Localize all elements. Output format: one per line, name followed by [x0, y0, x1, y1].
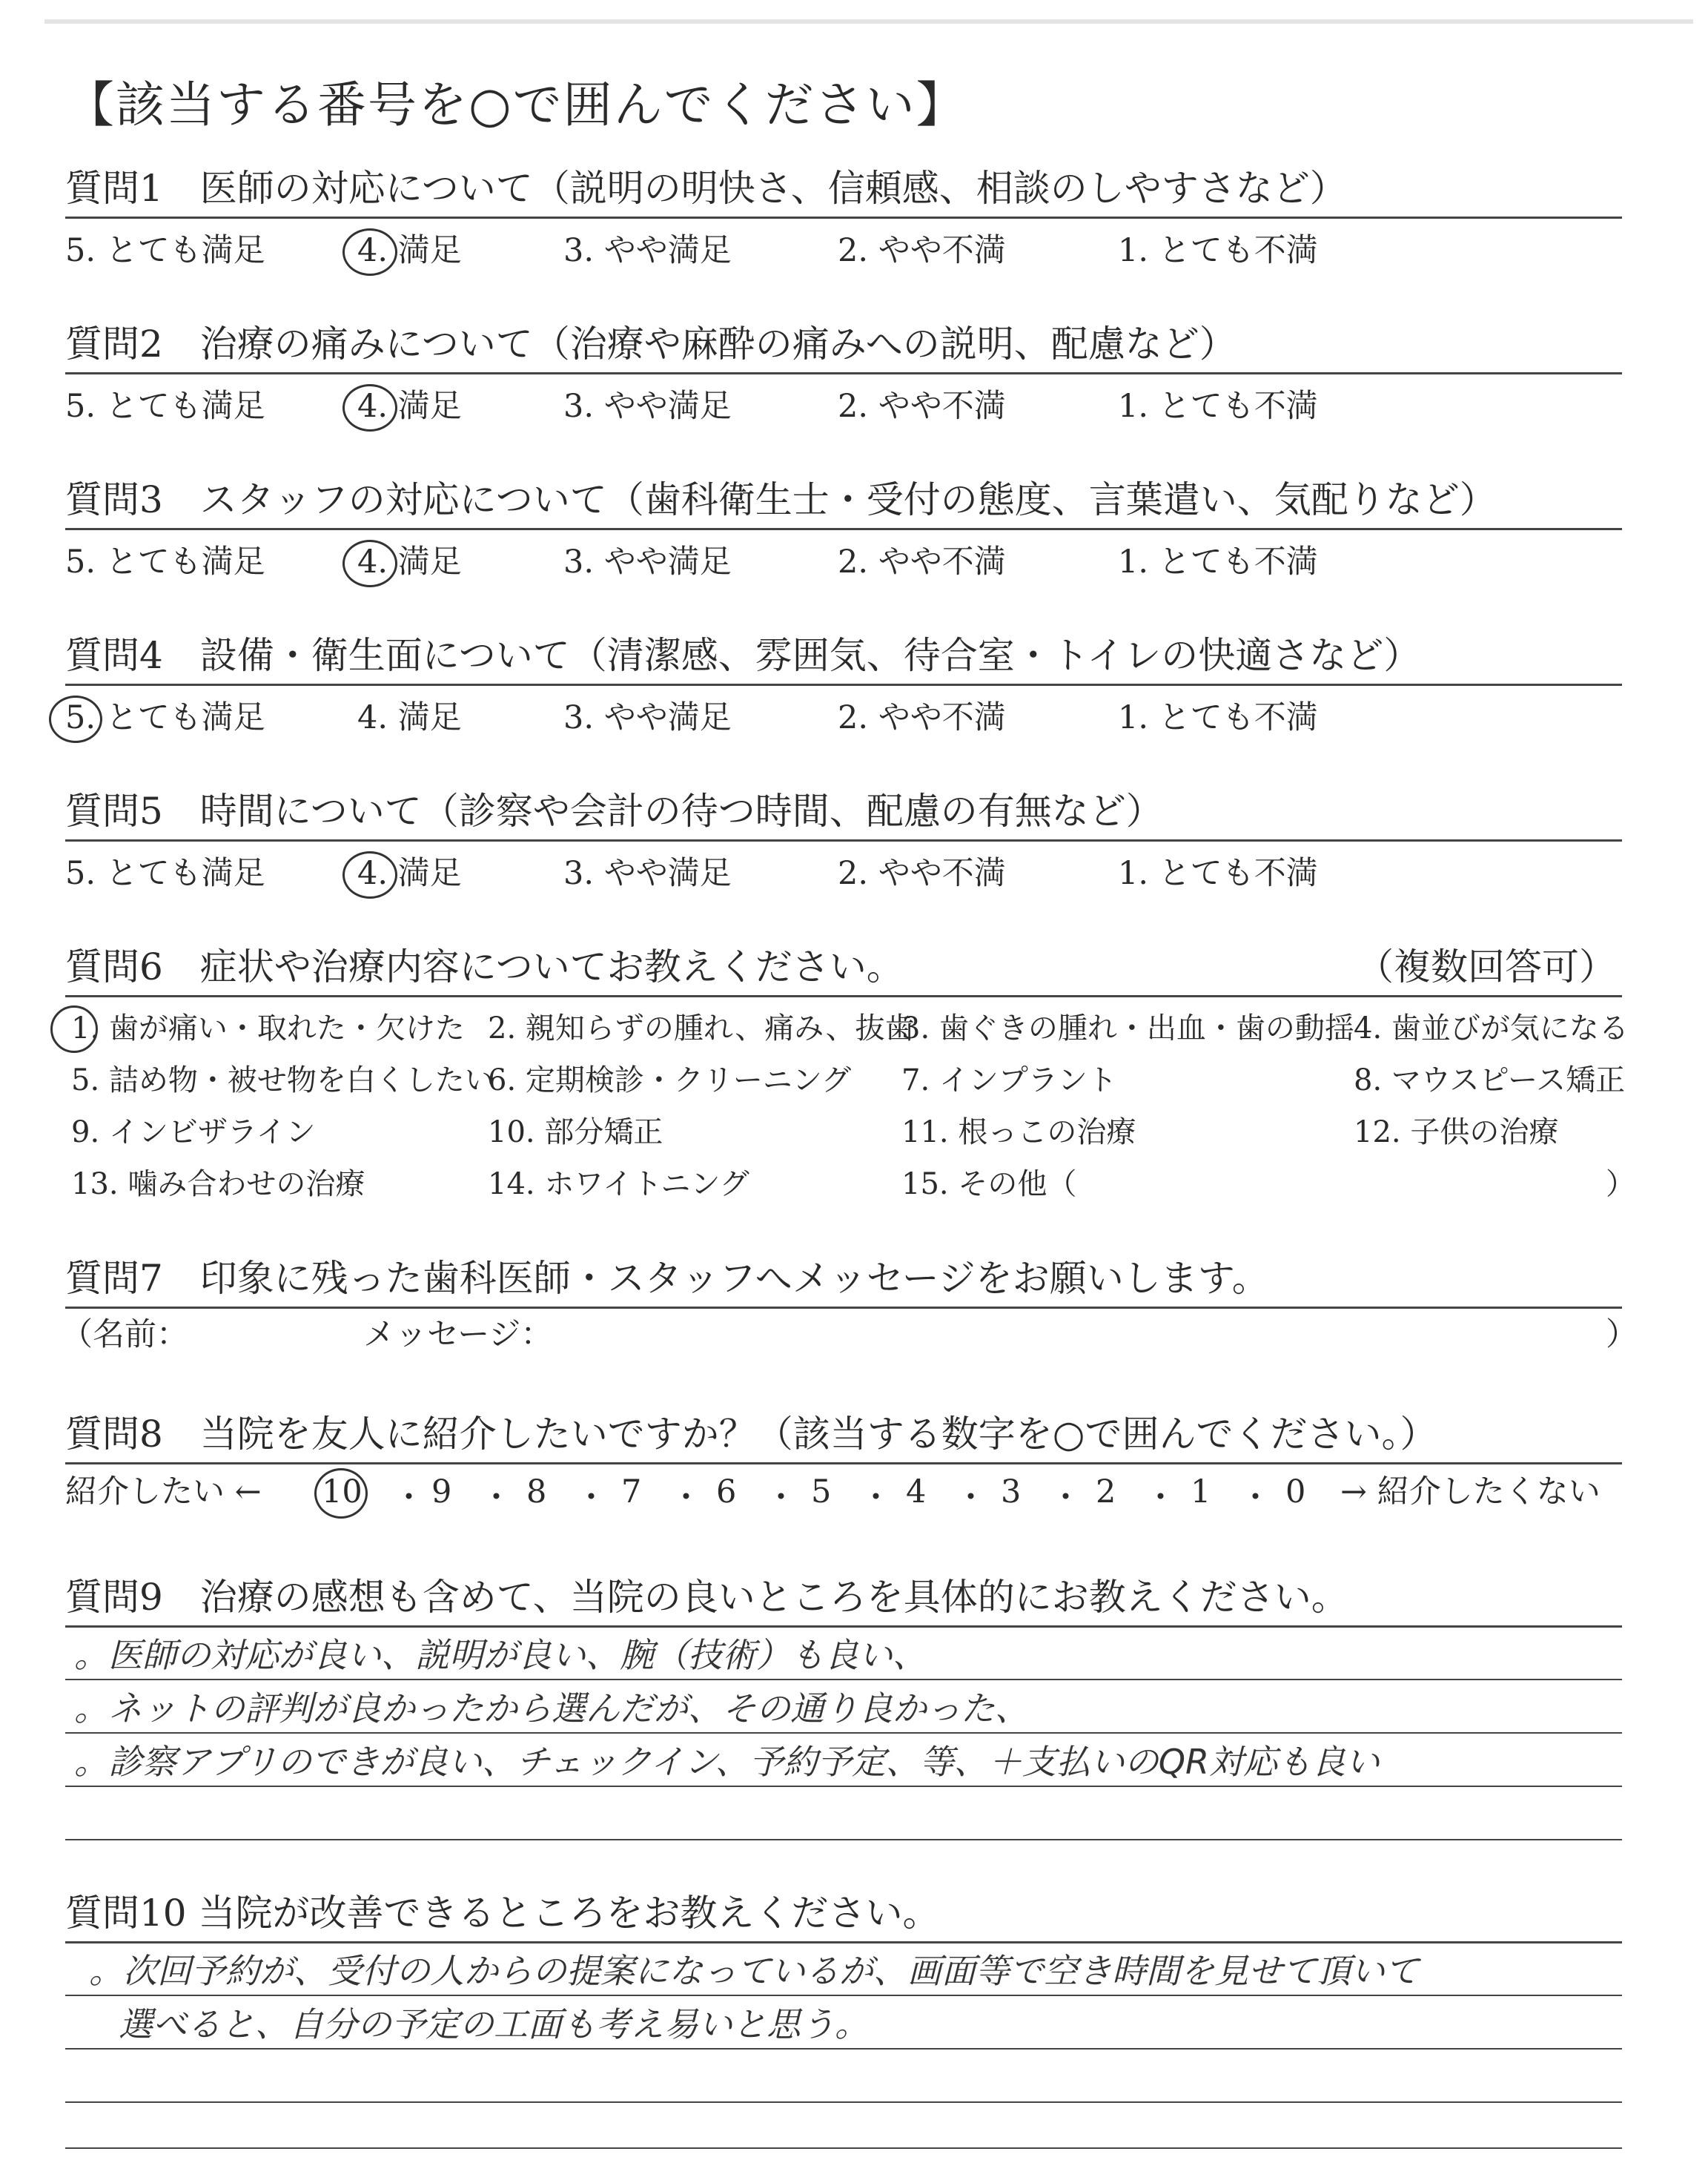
q8-right-label: → 紹介したくない [1340, 1473, 1601, 1510]
q1-option-5[interactable]: 5. とても満足 [65, 232, 265, 269]
q3-option-1[interactable]: 1. とても不満 [1118, 544, 1318, 581]
q6-option-4[interactable]: 4. 歯並びが気になる [1354, 1011, 1629, 1046]
q2-option-1[interactable]: 1. とても不満 [1118, 388, 1318, 425]
q5-option-4[interactable]: 4. 満足 [357, 855, 462, 892]
q8-score-10[interactable]: 10 [322, 1473, 363, 1510]
q10-rule-4 [65, 2101, 1622, 2103]
q6-option-12[interactable]: 12. 子供の治療 [1354, 1115, 1559, 1149]
q9-rule-3 [65, 1732, 1622, 1734]
q8-separator-dot: ・ [955, 1479, 987, 1516]
q5-option-5[interactable]: 5. とても満足 [65, 855, 265, 892]
q9-title: 質問9 治療の感想も含めて、当院の良いところを具体的にお教えください。 [65, 1576, 1348, 1619]
q3-option-3[interactable]: 3. やや満足 [563, 544, 732, 581]
q3-rule [65, 528, 1622, 530]
q6-option-14[interactable]: 14. ホワイトニング [488, 1167, 749, 1201]
q6-option-11[interactable]: 11. 根っこの治療 [901, 1115, 1136, 1149]
q6-option-6[interactable]: 6. 定期検診・クリーニング [488, 1063, 852, 1097]
q7-title: 質問7 印象に残った歯科医師・スタッフへメッセージをお願いします。 [65, 1257, 1269, 1300]
q9-answer-line-1: 。医師の対応が良い、説明が良い、腕（技術）も良い、 [74, 1635, 927, 1675]
q3-title: 質問3 スタッフの対応について（歯科衛生士・受付の態度、言葉遣い、気配りなど） [65, 478, 1497, 521]
q6-option-1[interactable]: 1. 歯が痛い・取れた・欠けた [71, 1011, 465, 1046]
q6-option-8[interactable]: 8. マウスピース矯正 [1354, 1063, 1626, 1097]
q9-rule-1 [65, 1625, 1622, 1628]
q8-score-5[interactable]: 5 [811, 1473, 832, 1510]
q8-score-1[interactable]: 1 [1191, 1473, 1211, 1510]
q8-separator-dot: ・ [1239, 1479, 1271, 1516]
q6-option-5[interactable]: 5. 詰め物・被せ物を白くしたい [71, 1063, 494, 1097]
q8-score-2[interactable]: 2 [1096, 1473, 1116, 1510]
q9-rule-4 [65, 1786, 1622, 1787]
top-border [44, 19, 1693, 24]
q6-rule [65, 995, 1622, 997]
q2-option-3[interactable]: 3. やや満足 [563, 388, 732, 425]
q8-score-9[interactable]: 9 [431, 1473, 452, 1510]
q3-selected-circle [342, 540, 397, 587]
q10-rule-1 [65, 1941, 1622, 1943]
q1-option-1[interactable]: 1. とても不満 [1118, 232, 1318, 269]
q1-option-2[interactable]: 2. やや不満 [838, 232, 1006, 269]
q7-message-label: メッセージ： [363, 1316, 553, 1353]
q2-title: 質問2 治療の痛みについて（治療や麻酔の痛みへの説明、配慮など） [65, 323, 1237, 366]
q8-score-3[interactable]: 3 [1001, 1473, 1022, 1510]
q4-option-1[interactable]: 1. とても不満 [1118, 699, 1318, 736]
q2-rule [65, 372, 1622, 374]
q4-rule [65, 684, 1622, 686]
q2-option-2[interactable]: 2. やや不満 [838, 388, 1006, 425]
q8-separator-dot: ・ [765, 1479, 797, 1516]
q6-option-2[interactable]: 2. 親知らずの腫れ、痛み、抜歯 [488, 1011, 915, 1046]
q8-selected-circle [314, 1468, 368, 1519]
q2-option-5[interactable]: 5. とても満足 [65, 388, 265, 425]
q8-title: 質問8 当院を友人に紹介したいですか？（該当する数字を○で囲んでください。） [65, 1413, 1437, 1456]
q6-option-15[interactable]: 15. その他（ [901, 1167, 1077, 1201]
q6-option-7[interactable]: 7. インプラント [901, 1063, 1117, 1097]
q8-score-8[interactable]: 8 [526, 1473, 547, 1510]
q1-rule [65, 217, 1622, 219]
q8-separator-dot: ・ [670, 1479, 702, 1516]
q5-option-3[interactable]: 3. やや満足 [563, 855, 732, 892]
q4-selected-circle [49, 696, 102, 743]
q8-separator-dot: ・ [393, 1479, 425, 1516]
q8-score-4[interactable]: 4 [906, 1473, 927, 1510]
q10-answer-line-1: 。次回予約が、受付の人からの提案になっているが、画面等で空き時間を見せて頂いて [89, 1951, 1419, 1991]
q2-selected-circle [342, 384, 397, 432]
q10-answer-line-2: 選べると、自分の予定の工面も考え易いと思う。 [119, 2004, 869, 2044]
q6-option-9[interactable]: 9. インビザライン [71, 1115, 316, 1149]
q5-selected-circle [342, 851, 397, 899]
q5-option-1[interactable]: 1. とても不満 [1118, 855, 1318, 892]
q6-multiple-note: （複数回答可） [1357, 945, 1616, 988]
q1-selected-circle [342, 228, 397, 276]
q8-rule [65, 1462, 1622, 1464]
q8-separator-dot: ・ [1050, 1479, 1082, 1516]
page-header: 【該当する番号を○で囲んでください】 [65, 76, 967, 133]
q4-option-5[interactable]: 5. とても満足 [65, 699, 265, 736]
q9-rule-2 [65, 1679, 1622, 1680]
q2-option-4[interactable]: 4. 満足 [357, 388, 462, 425]
q3-option-4[interactable]: 4. 満足 [357, 544, 462, 581]
q9-answer-line-2: 。ネットの評判が良かったから選んだが、その通り良かった、 [74, 1688, 1029, 1728]
q10-rule-2 [65, 1995, 1622, 1996]
q8-score-6[interactable]: 6 [716, 1473, 737, 1510]
q1-option-3[interactable]: 3. やや満足 [563, 232, 732, 269]
q8-separator-dot: ・ [575, 1479, 607, 1516]
q3-option-5[interactable]: 5. とても満足 [65, 544, 265, 581]
q10-rule-5 [65, 2147, 1622, 2149]
q7-name-label: （名前： [61, 1316, 188, 1353]
q1-option-4[interactable]: 4. 満足 [357, 232, 462, 269]
q6-option-13[interactable]: 13. 噛み合わせの治療 [71, 1167, 365, 1201]
q8-separator-dot: ・ [480, 1479, 512, 1516]
q4-option-4[interactable]: 4. 満足 [357, 699, 462, 736]
q5-title: 質問5 時間について（診察や会計の待つ時間、配慮の有無など） [65, 790, 1163, 833]
q10-title: 質問10 当院が改善できるところをお教えください。 [65, 1892, 940, 1935]
q3-option-2[interactable]: 2. やや不満 [838, 544, 1006, 581]
q8-score-0[interactable]: 0 [1285, 1473, 1306, 1510]
q8-score-7[interactable]: 7 [621, 1473, 642, 1510]
q8-separator-dot: ・ [1145, 1479, 1176, 1516]
q9-rule-5 [65, 1839, 1622, 1840]
q1-title: 質問1 医師の対応について（説明の明快さ、信頼感、相談のしやすさなど） [65, 167, 1347, 210]
q5-option-2[interactable]: 2. やや不満 [838, 855, 1006, 892]
q6-option-10[interactable]: 10. 部分矯正 [488, 1115, 663, 1149]
q9-answer-line-3: 。診察アプリのできが良い、チェックイン、予約予定、等、＋支払いのQR対応も良い [74, 1742, 1380, 1782]
q10-rule-3 [65, 2048, 1622, 2050]
q6-option-3[interactable]: 3. 歯ぐきの腫れ・出血・歯の動揺 [901, 1011, 1354, 1046]
q5-rule [65, 839, 1622, 842]
q8-left-label: 紹介したい ← [65, 1473, 262, 1510]
q6-other-close: ） [1606, 1167, 1635, 1201]
q7-rule [65, 1307, 1622, 1309]
q6-selected-circle [50, 1005, 98, 1053]
q8-separator-dot: ・ [860, 1479, 892, 1516]
q4-option-2[interactable]: 2. やや不満 [838, 699, 1006, 736]
q6-title: 質問6 症状や治療内容についてお教えください。 [65, 945, 904, 988]
q4-option-3[interactable]: 3. やや満足 [563, 699, 732, 736]
q4-title: 質問4 設備・衛生面について（清潔感、雰囲気、待合室・トイレの快適さなど） [65, 634, 1421, 677]
q7-close-paren: ） [1606, 1316, 1638, 1353]
